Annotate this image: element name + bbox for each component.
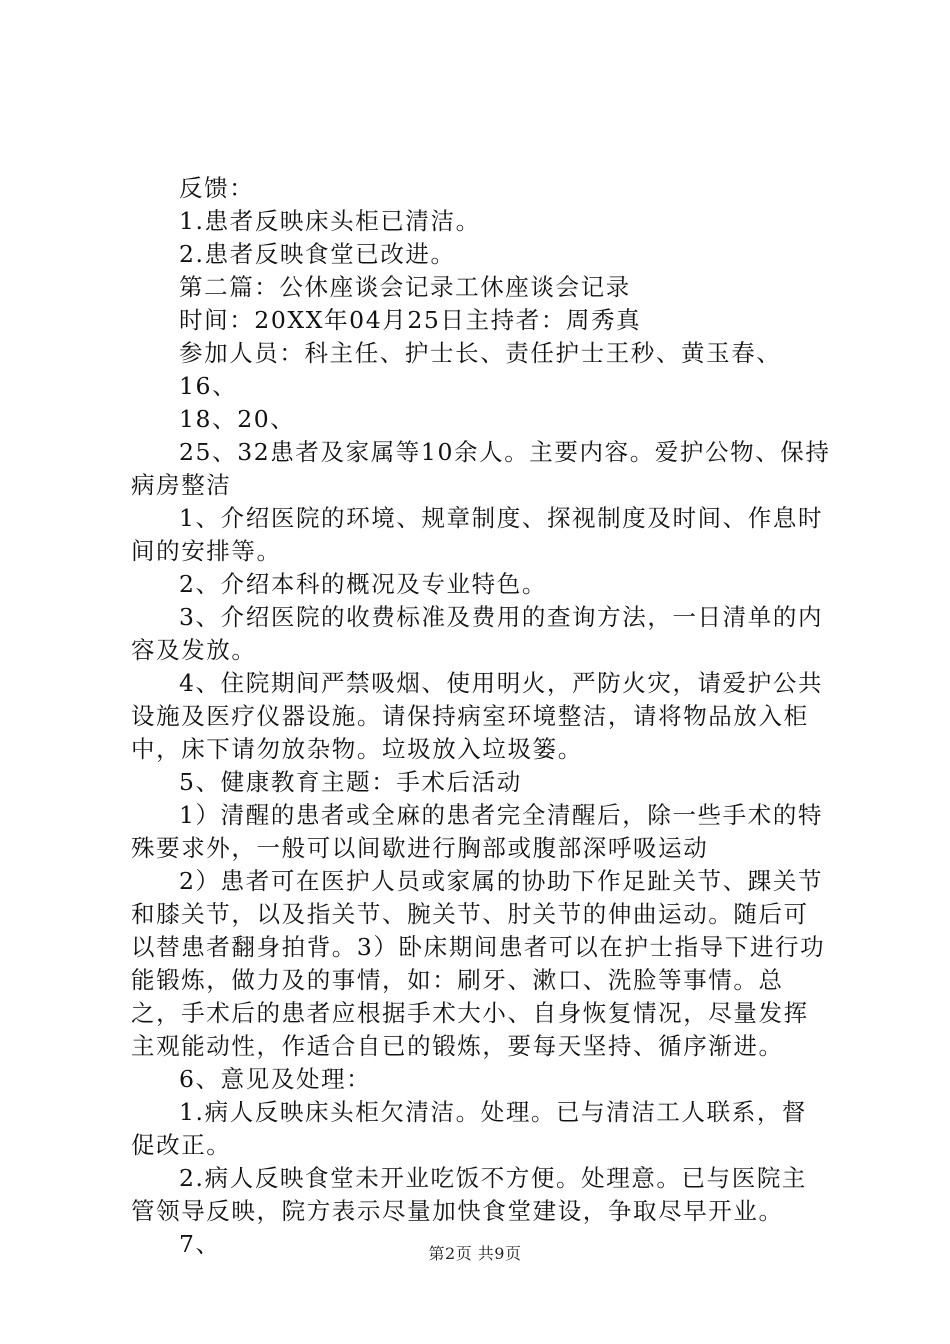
paragraph: 3、介绍医院的收费标准及费用的查询方法，一日清单的内容及发放。: [131, 603, 824, 664]
paragraph: 6、意见及处理：: [179, 1065, 372, 1093]
paragraph: 2.病人反映食堂未开业吃饭不方便。处理意。已与医院主管领导反映，院方表示尽量加快食堂建设，争取尽早开业。: [131, 1164, 808, 1225]
paragraph: 1.患者反映床头柜已清洁。: [179, 207, 481, 235]
paragraph: 18、20、: [179, 405, 296, 433]
section-title: 第二篇：公休座谈会记录工休座谈会记录: [179, 273, 631, 301]
paragraph: 16、: [179, 372, 238, 400]
document-body: [131, 172, 831, 1261]
paragraph: 时间：20XX年04月25日主持者：周秀真: [179, 306, 642, 334]
paragraph: 25、32患者及家属等10余人。主要内容。爱护公物、保持病房整洁: [131, 438, 831, 499]
paragraph: 参加人员：科主任、护士长、责任护士王秒、黄玉春、: [179, 339, 782, 367]
paragraph: 1）清醒的患者或全麻的患者完全清醒后，除一些手术的特殊要求外，一般可以间歇进行胸部或腹部深呼吸运动: [131, 801, 824, 862]
paragraph: 7、: [179, 1230, 221, 1258]
paragraph: 反馈：: [179, 174, 255, 202]
paragraph: 2、介绍本科的概况及专业特色。: [179, 570, 547, 598]
paragraph: 2）患者可在医护人员或家属的协助下作足趾关节、踝关节和膝关节，以及指关节、腕关节、肘关节的伸曲运动。随后可以替患者翻身拍背。3）卧床期间患者可以在护士指导下进行功能锻炼，做力及的事情，如：刷牙、漱口、洗脸等事情。总之，手术后的患者应根据手术大小、自身恢复情况，尽量发挥主观能动性，作适合自已的锻炼，要每天坚持、循序渐进。: [131, 867, 826, 1060]
paragraph: 1.病人反映床头柜欠清洁。处理。已与清洁工人联系，督促改正。: [131, 1098, 808, 1159]
paragraph: 5、健康教育主题：手术后活动: [179, 768, 522, 796]
paragraph: 4、住院期间严禁吸烟、使用明火，严防火灾，请爱护公共设施及医疗仪器设施。请保持病室环境整洁，请将物品放入柜中，床下请勿放杂物。垃圾放入垃圾篓。: [131, 669, 824, 763]
paragraph: 2.患者反映食堂已改进。: [179, 240, 456, 268]
page-footer: 第2页 共9页: [428, 1244, 522, 1263]
paragraph: 1、介绍医院的环境、规章制度、探视制度及时间、作息时间的安排等。: [131, 504, 824, 565]
